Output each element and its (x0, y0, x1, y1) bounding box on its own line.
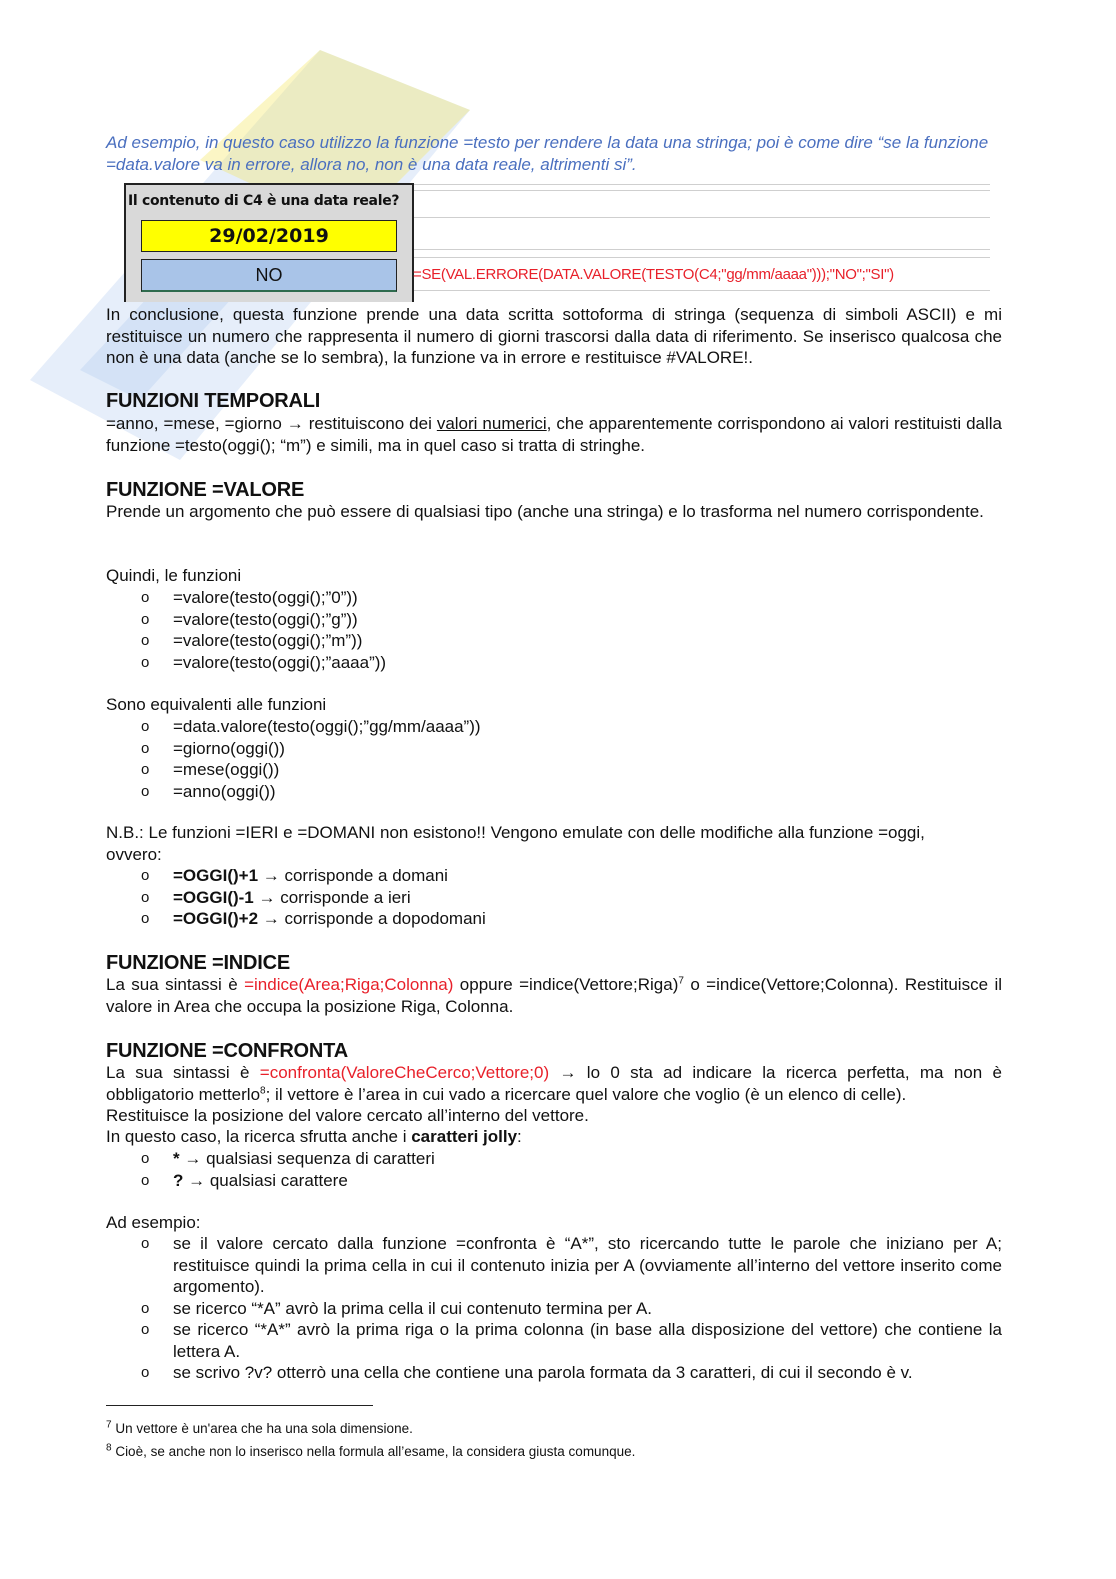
heading-funzioni-temporali: FUNZIONI TEMPORALI (106, 390, 321, 412)
text: → corrisponde a domani (258, 866, 448, 885)
text: o =indice(Vettore;Colonna). Restituisce il valore in Area che occupa la posizione Riga, Colonna. (106, 975, 1002, 1016)
underlined-text: valori numerici (436, 414, 547, 433)
oggi-list (106, 865, 1002, 930)
nb-paragraph: N.B.: Le funzioni =IERI e =DOMANI non esistono!! Vengono emulate con delle modifiche alla funzione =oggi, ovvero: (106, 823, 925, 864)
indice-paragraph (106, 974, 1002, 1017)
valore-list-1 (106, 587, 1002, 673)
text: → corrisponde a ieri (253, 887, 411, 907)
text: → qualsiasi sequenza di caratteri (179, 1149, 435, 1168)
list-item: o se il valore cercato dalla funzione =confronta è “A*”, sto ricercando tutte le parole che iniziano per A; restituisce quindi la prima cella in cui il contenuto inizia per A (ovviamente all’interno del vettore inserito come argomento). (106, 1233, 1002, 1298)
list-item: o =valore(testo(oggi();”aaaa”)) (106, 652, 1002, 674)
bold-text: * (173, 1149, 180, 1168)
footnote-separator (106, 1405, 373, 1406)
confronta-line3 (106, 1126, 1002, 1148)
sheet-result-cell: NO (141, 259, 397, 292)
list-item (106, 1148, 1002, 1170)
bold-text: ? (173, 1170, 184, 1190)
bold-text: =OGGI()+2 (173, 909, 259, 928)
list-item (106, 865, 1002, 887)
text: =anno, =mese, =giorno → restituiscono dei (106, 414, 437, 433)
footnote-text: Cioè, se anche non lo inserisco nella formula all’esame, la considera giusta comunque. (111, 1444, 636, 1459)
footnote-8 (106, 1444, 635, 1460)
bold-text: =OGGI()+1 (173, 866, 259, 885)
syntax-text: =indice(Area;Riga;Colonna) (244, 975, 454, 994)
intro-paragraph: Ad esempio, in questo caso utilizzo la funzione =testo per rendere la data una stringa; poi è come dire “se la funzione =data.valore va in errore, allora no, non è una data reale, altrimenti si”. (106, 133, 989, 174)
footnote-ref[interactable]: 7 (678, 975, 684, 987)
sono-text: Sono equivalenti alle funzioni (106, 695, 327, 714)
text: La sua sintassi è (106, 1063, 260, 1082)
confronta-line2: Restituisce la posizione del valore cercato all’interno del vettore. (106, 1106, 589, 1125)
quindi-text: Quindi, le funzioni (106, 566, 242, 585)
list-item: o =valore(testo(oggi();”0”)) (106, 587, 1002, 609)
examples-list (106, 1233, 1002, 1384)
list-item (106, 887, 1002, 909)
text: → qualsiasi carattere (183, 1170, 348, 1190)
temporali-paragraph (106, 413, 1002, 456)
text: La sua sintassi è (106, 975, 245, 994)
text: In questo caso, la ricerca sfrutta anche i (106, 1127, 412, 1146)
text: ; il vettore è l’area in cui vado a ricercare quel valore che voglio (è un elenco di celle). (265, 1084, 907, 1104)
text: → corrisponde a dopodomani (258, 909, 486, 928)
list-item (106, 1170, 1002, 1192)
bold-text: caratteri jolly (411, 1127, 518, 1146)
esempio-text: Ad esempio: (106, 1213, 201, 1232)
list-item: o se scrivo ?v? otterrò una cella che contiene una parola formata da 3 caratteri, di cui il secondo è v. (106, 1362, 1002, 1384)
sheet-question: Il contenuto di C4 è una data reale? (128, 193, 400, 209)
footnote-number: 8 (106, 1442, 112, 1454)
bold-text: =OGGI()-1 (173, 887, 254, 907)
list-item: o se ricerco “*A*” avrò la prima riga o la prima colonna (in base alla disposizione del vettore) che contiene la lettera A. (106, 1319, 1002, 1362)
footnote-number: 7 (106, 1419, 112, 1431)
list-item (106, 908, 1002, 930)
footnote-text: Un vettore è un'area che ha una sola dimensione. (111, 1421, 413, 1436)
text: oppure =indice(Vettore;Riga) (453, 975, 679, 994)
valore-list-2 (106, 716, 1002, 802)
heading-funzione-valore: FUNZIONE =VALORE (106, 479, 305, 501)
footnote-ref[interactable]: 8 (260, 1084, 266, 1096)
sheet-date-cell: 29/02/2019 (141, 220, 397, 252)
confronta-paragraph (106, 1062, 1002, 1105)
list-item: o =giorno(oggi()) (106, 738, 1002, 760)
list-item: o se ricerco “*A” avrò la prima cella il cui contenuto termina per A. (106, 1298, 1002, 1320)
spreadsheet-image (124, 183, 414, 302)
heading-funzione-indice: FUNZIONE =INDICE (106, 952, 291, 974)
heading-funzione-confronta: FUNZIONE =CONFRONTA (106, 1040, 348, 1062)
list-item: o =valore(testo(oggi();”g”)) (106, 609, 1002, 631)
list-item: o =data.valore(testo(oggi();”gg/mm/aaaa”)) (106, 716, 1002, 738)
list-item: o =valore(testo(oggi();”m”)) (106, 630, 1002, 652)
jolly-list (106, 1148, 1002, 1191)
valore-paragraph: Prende un argomento che può essere di qualsiasi tipo (anche una stringa) e lo trasforma nel numero corrispondente. (106, 502, 984, 521)
list-item: o =anno(oggi()) (106, 781, 1002, 803)
list-item: o =mese(oggi()) (106, 759, 1002, 781)
conclusion-paragraph: In conclusione, questa funzione prende una data scritta sottoforma di stringa (sequenza di simboli ASCII) e mi restituisce un numero che rappresenta il numero di giorni trascorsi dalla data di riferimento. Se inserisco qualcosa che non è una data (anche se lo sembra), la funzione va in errore e restituisce #VALORE!. (106, 305, 1002, 367)
text: : (517, 1127, 522, 1146)
sheet-formula: =SE(VAL.ERRORE(DATA.VALORE(TESTO(C4;"gg/mm/aaaa")));"NO";"SI") (413, 266, 894, 283)
footnote-7 (106, 1421, 413, 1437)
text: , che apparentemente corrispondono ai valori restituisti dalla funzione =testo(oggi(); “m”) e simili, ma in quel caso si tratta di stringhe. (106, 414, 1002, 455)
syntax-text: =confronta(ValoreCheCerco;Vettore;0) (259, 1063, 550, 1082)
text: → lo 0 sta ad indicare la ricerca perfetta, ma non è obbligatorio metterlo (106, 1063, 1002, 1104)
